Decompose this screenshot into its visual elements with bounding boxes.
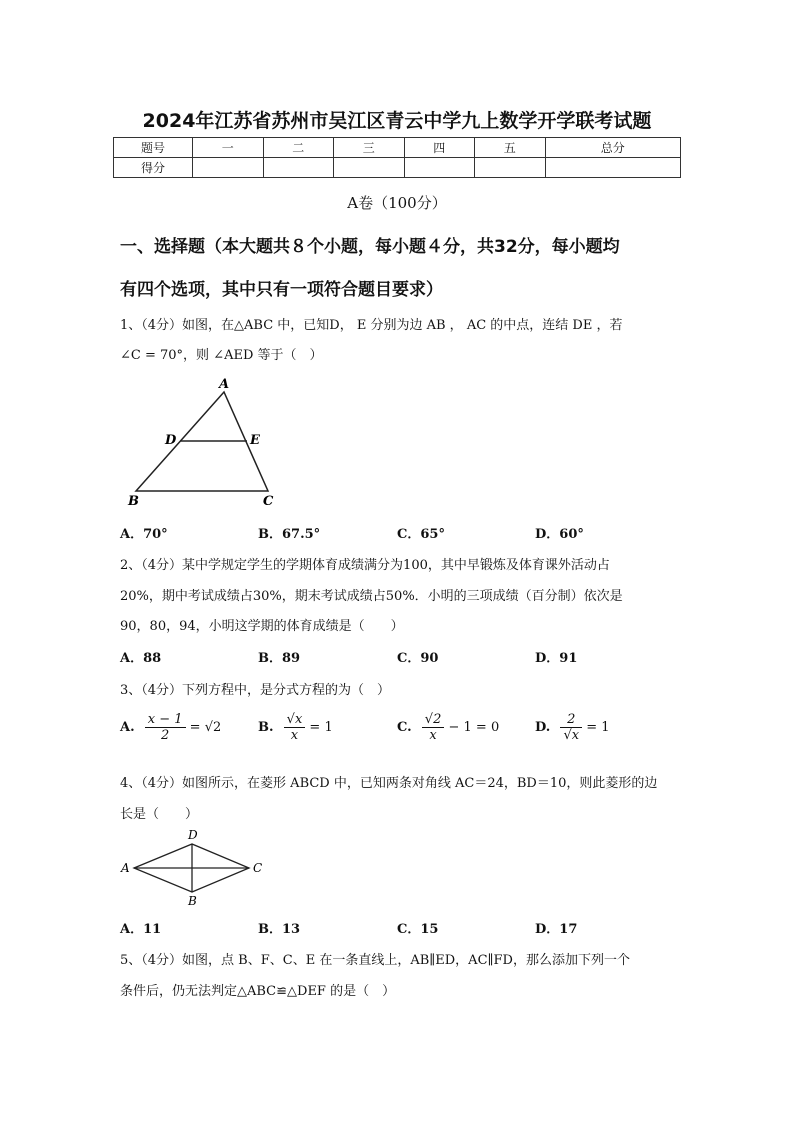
equation-rest: − 1 = 0 xyxy=(448,720,500,735)
fraction-numerator: x − 1 xyxy=(145,712,186,728)
option-label: B. xyxy=(258,720,274,735)
question-5-line-1: 5、（4分）如图，点 B、F、C、E 在一条直线上，AB∥ED，AC∥FD，那么添加下列一个 xyxy=(120,953,630,968)
score-header-cell: 五 xyxy=(475,138,546,158)
fraction-numerator: 2 xyxy=(560,712,582,728)
question-3-option-b xyxy=(258,712,333,743)
score-header-cell: 四 xyxy=(404,138,475,158)
score-cell xyxy=(404,158,475,178)
question-2-option-c: C．90 xyxy=(397,651,439,666)
question-1-line-2: ∠C = 70°，则 ∠AED 等于（ ） xyxy=(120,348,323,363)
score-row-label: 得分 xyxy=(114,158,193,178)
score-cell xyxy=(263,158,334,178)
question-3-option-d xyxy=(535,712,610,743)
rhombus-figure xyxy=(118,824,268,910)
question-3-option-a xyxy=(120,712,221,743)
vertex-label-c: C xyxy=(253,861,263,875)
question-4-option-d: D．17 xyxy=(535,922,578,937)
part-heading-line2: 有四个选项，其中只有一项符合题目要求） xyxy=(120,280,443,300)
score-table xyxy=(113,137,681,178)
question-2-option-d: D．91 xyxy=(535,651,578,666)
question-4-line-2: 长是（ ） xyxy=(120,807,199,822)
triangle-figure xyxy=(120,372,290,512)
question-2-line-1: 2、（4分）某中学规定学生的学期体育成绩满分为100，其中早锻炼及体育课外活动占 xyxy=(120,558,610,573)
question-2-line-2: 20%，期中考试成绩占30%，期末考试成绩占50%．小明的三项成绩（百分制）依次是 xyxy=(120,589,623,604)
score-cell xyxy=(545,158,681,178)
vertex-label-d: D xyxy=(188,828,198,842)
question-2-line-3: 90，80，94，小明这学期的体育成绩是（ ） xyxy=(120,619,404,634)
score-cell xyxy=(334,158,405,178)
fraction xyxy=(145,712,186,743)
score-cell xyxy=(475,158,546,178)
score-cell xyxy=(193,158,264,178)
exam-title: 2024年江苏省苏州市吴江区青云中学九上数学开学联考试题 xyxy=(142,110,652,132)
vertex-label-d: D xyxy=(165,433,177,448)
question-4-line-1: 4、（4分）如图所示，在菱形 ABCD 中，已知两条对角线 AC＝24，BD＝10，则此菱形的边 xyxy=(120,776,658,791)
score-table-header-row xyxy=(114,138,681,158)
equation-rest: = √2 xyxy=(189,720,222,735)
score-table-score-row xyxy=(114,158,681,178)
equation-rest: = 1 xyxy=(309,720,333,735)
question-4-option-a: A．11 xyxy=(120,922,162,937)
score-header-cell: 二 xyxy=(263,138,334,158)
question-5-line-2: 条件后，仍无法判定△ABC≌△DEF 的是（ ） xyxy=(120,984,396,999)
question-2-option-b: B．89 xyxy=(258,651,301,666)
part-heading-line1: 一、选择题（本大题共８个小题，每小题４分，共32分，每小题均 xyxy=(120,237,620,257)
vertex-label-b: B xyxy=(128,494,139,509)
question-3-line-1: 3、（4分）下列方程中，是分式方程的为（ ） xyxy=(120,683,391,698)
score-header-cell: 三 xyxy=(334,138,405,158)
fraction-denominator: x xyxy=(290,728,299,743)
score-header-cell: 总分 xyxy=(545,138,681,158)
score-header-cell: 一 xyxy=(193,138,264,158)
question-4-option-c: C．15 xyxy=(397,922,439,937)
fraction-denominator: 2 xyxy=(161,728,170,743)
section-title: A卷（100分） xyxy=(347,194,447,212)
fraction xyxy=(284,712,306,743)
score-header-cell: 题号 xyxy=(114,138,193,158)
vertex-label-a: A xyxy=(121,861,130,875)
question-1-option-a: A．70° xyxy=(120,527,168,542)
vertex-label-e: E xyxy=(250,433,260,448)
question-3-option-c xyxy=(397,712,499,743)
fraction-numerator: √2 xyxy=(422,712,445,728)
vertex-label-c: C xyxy=(263,494,274,509)
question-1-line-1: 1、（4分）如图，在△ABC 中，已知D， E 分别为边 AB ， AC 的中点，连结 DE ，若 xyxy=(120,318,623,333)
question-2-option-a: A．88 xyxy=(120,651,162,666)
vertex-label-a: A xyxy=(219,377,230,392)
fraction xyxy=(560,712,582,743)
vertex-label-b: B xyxy=(188,894,197,908)
question-1-option-c: C．65° xyxy=(397,527,445,542)
fraction-denominator: x xyxy=(429,728,437,743)
question-1-option-d: D．60° xyxy=(535,527,584,542)
option-label: A. xyxy=(120,720,135,735)
fraction xyxy=(422,712,445,743)
question-1-option-b: B．67.5° xyxy=(258,527,321,542)
fraction-numerator: √x xyxy=(284,712,306,728)
option-label: C. xyxy=(397,720,412,735)
option-label: D. xyxy=(535,720,551,735)
question-4-option-b: B．13 xyxy=(258,922,301,937)
equation-rest: = 1 xyxy=(586,720,610,735)
fraction-denominator: √x xyxy=(563,728,580,743)
